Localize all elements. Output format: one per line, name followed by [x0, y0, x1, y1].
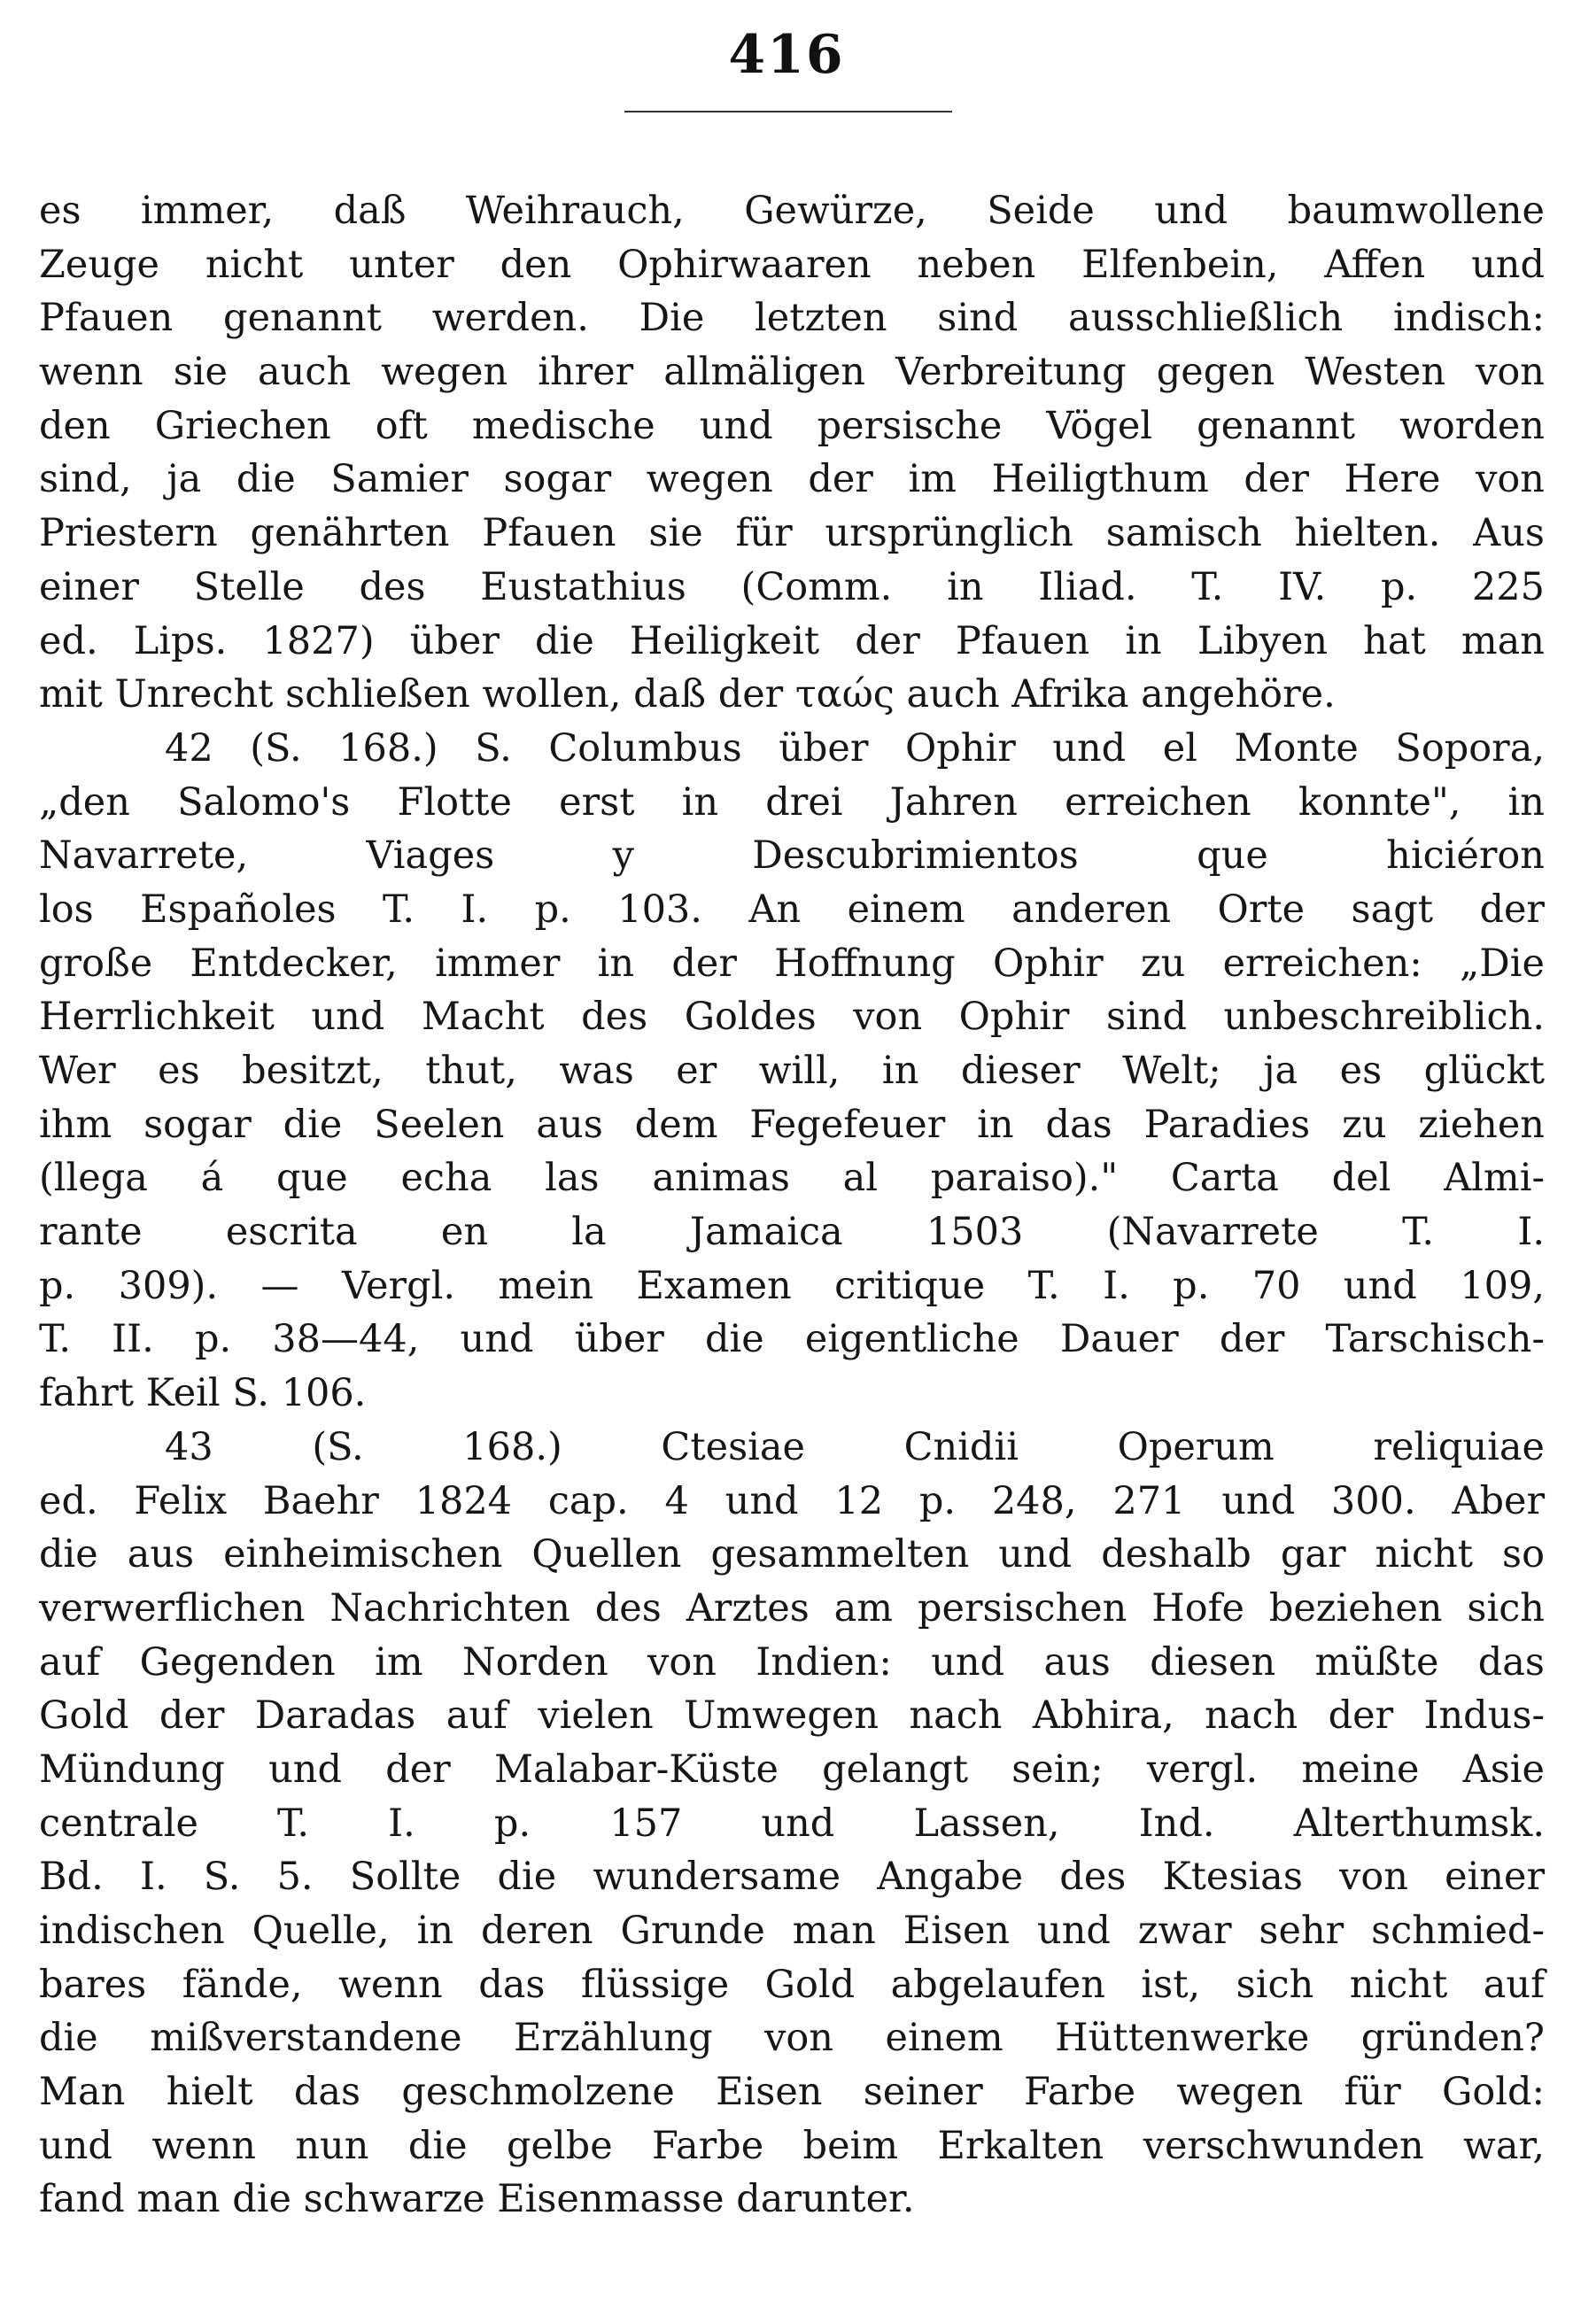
- text-line: p. 309). — Vergl. mein Examen critique T. I. p. 70 und 109,: [39, 1263, 1545, 1308]
- text-line: ihm sogar die Seelen aus dem Fegefeuer in das Paradies zu ziehen: [39, 1102, 1545, 1147]
- text-line: ed. Felix Baehr 1824 cap. 4 und 12 p. 248, 271 und 300. Aber: [39, 1478, 1545, 1523]
- text-line: Zeuge nicht unter den Ophirwaaren neben Elfenbein, Affen und: [39, 242, 1545, 287]
- text-line: indischen Quelle, in deren Grunde man Eisen und zwar sehr schmied-: [39, 1909, 1545, 1953]
- text-line: fand man die schwarze Eisenmasse darunter.: [39, 2177, 915, 2222]
- text-line: Pfauen genannt werden. Die letzten sind ausschließlich indisch:: [39, 296, 1545, 341]
- text-line: sind, ja die Samier sogar wegen der im Heiligthum der Here von: [39, 457, 1545, 502]
- body-text: [39, 184, 1545, 2227]
- text-line: rante escrita en la Jamaica 1503 (Navarrete T. I.: [39, 1210, 1545, 1255]
- text-line: fahrt Keil S. 106.: [39, 1371, 367, 1416]
- text-line: wenn sie auch wegen ihrer allmäligen Verbreitung gegen Westen von: [39, 350, 1545, 395]
- text-line: T. II. p. 38—44, und über die eigentliche Dauer der Tarschisch-: [39, 1317, 1545, 1362]
- text-line: die aus einheimischen Quellen gesammelten und deshalb gar nicht so: [39, 1532, 1545, 1577]
- text-line: mit Unrecht schließen wollen, daß der ταώς auch Afrika angehöre.: [39, 672, 1336, 717]
- text-line: es immer, daß Weihrauch, Gewürze, Seide und baumwollene: [39, 189, 1545, 233]
- text-line: centrale T. I. p. 157 und Lassen, Ind. Alterthumsk.: [39, 1801, 1545, 1846]
- header-rule: [624, 111, 952, 112]
- footnote-43-start: 43 (S. 168.) Ctesiae Cnidii Operum reliquiae: [165, 1424, 1545, 1469]
- text-line: auf Gegenden im Norden von Indien: und aus diesen müßte das: [39, 1639, 1545, 1685]
- text-line: Man hielt das geschmolzene Eisen seiner Farbe wegen für Gold:: [39, 2070, 1545, 2115]
- text-line: die mißverstandene Erzählung von einem Hüttenwerke gründen?: [39, 2016, 1545, 2061]
- text-line: Gold der Daradas auf vielen Umwegen nach Abhira, nach der Indus-: [39, 1693, 1545, 1739]
- text-line: Priestern genährten Pfauen sie für ursprünglich samisch hielten. Aus: [39, 511, 1545, 556]
- text-line: ed. Lips. 1827) über die Heiligkeit der Pfauen in Libyen hat man: [39, 618, 1545, 663]
- text-line: Wer es besitzt, thut, was er will, in dieser Welt; ja es glückt: [39, 1049, 1545, 1093]
- text-line: Bd. I. S. 5. Sollte die wundersame Angabe des Ktesias von einer: [39, 1855, 1545, 1900]
- text-line: bares fände, wenn das flüssige Gold abgelaufen ist, sich nicht auf: [39, 1962, 1545, 2007]
- text-line: verwerflichen Nachrichten des Arztes am persischen Hofe beziehen sich: [39, 1585, 1545, 1631]
- text-line: den Griechen oft medische und persische Vögel genannt worden: [39, 403, 1545, 448]
- page-number: 416: [728, 24, 845, 86]
- text-line: einer Stelle des Eustathius (Comm. in Iliad. T. IV. p. 225: [39, 564, 1545, 609]
- text-line: „den Salomo's Flotte erst in drei Jahren erreichen konnte", in: [39, 779, 1545, 825]
- text-line: und wenn nun die gelbe Farbe beim Erkalten verschwunden war,: [39, 2123, 1545, 2168]
- text-line: große Entdecker, immer in der Hoffnung Ophir zu erreichen: „Die: [39, 941, 1545, 986]
- text-line: Mündung und der Malabar-Küste gelangt sein; vergl. meine Asie: [39, 1747, 1545, 1792]
- text-line: (llega á que echa las animas al paraiso)." Carta del Almi-: [39, 1156, 1545, 1201]
- text-line: Herrlichkeit und Macht des Goldes von Ophir sind unbeschreiblich.: [39, 995, 1545, 1040]
- text-line: Navarrete, Viages y Descubrimientos que hiciéron: [39, 833, 1545, 879]
- text-line: los Españoles T. I. p. 103. An einem anderen Orte sagt der: [39, 887, 1545, 932]
- footnote-42-start: 42 (S. 168.) S. Columbus über Ophir und el Monte Sopora,: [165, 725, 1545, 771]
